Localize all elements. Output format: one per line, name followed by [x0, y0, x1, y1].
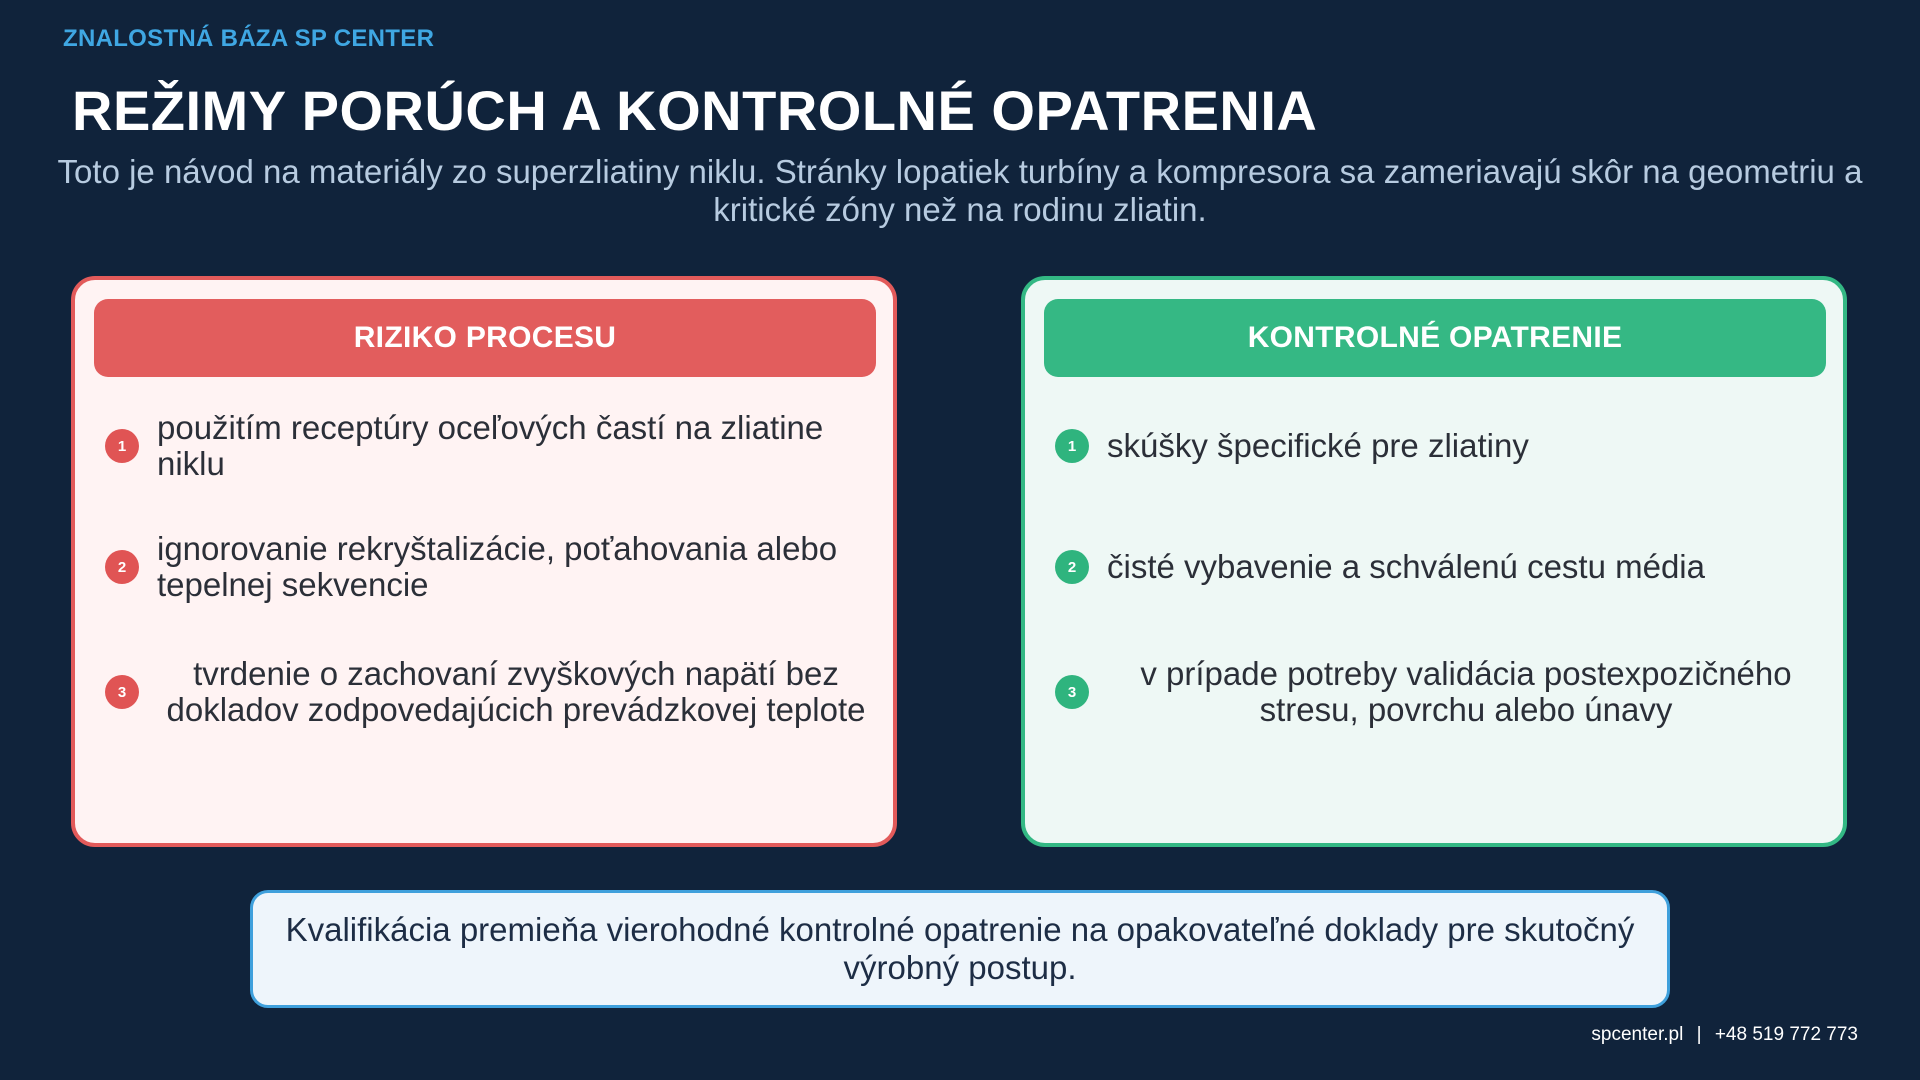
footer-separator: | — [1696, 1024, 1702, 1045]
number-badge: 2 — [105, 550, 139, 584]
number-badge: 1 — [105, 429, 139, 463]
control-item-text: skúšky špecifické pre zliatiny — [1107, 427, 1529, 464]
number-badge: 3 — [1055, 675, 1089, 709]
risk-item-text: tvrdenie o zachovaní zvyškových napätí bez dokladov zodpovedajúcich prevádzkovej teplote — [166, 655, 866, 728]
control-item-3 — [1055, 642, 1825, 742]
summary-text: Kvalifikácia premieňa vierohodné kontrolné opatrenie na opakovateľné doklady pre skutočný výrobný postup. — [285, 911, 1635, 986]
risk-item-2 — [105, 517, 875, 617]
footer-website: spcenter.pl — [1591, 1024, 1684, 1045]
risk-item-text: použitím receptúry oceľových častí na zliatine niklu — [157, 409, 824, 482]
control-item-text: čisté vybavenie a schválenú cestu média — [1107, 548, 1705, 585]
control-panel — [1021, 276, 1847, 847]
footer-contact — [1591, 1024, 1858, 1046]
risk-item-3 — [105, 642, 875, 742]
page-subtitle: Toto je návod na materiály zo superzliatiny niklu. Stránky lopatiek turbíny a kompresora sa zameriavajú skôr na geometriu a kritické zóny než na rodinu zliatin. — [57, 153, 1863, 228]
control-item-text: v prípade potreby validácia postexpozičného stresu, povrchu alebo únavy — [1140, 655, 1792, 728]
number-badge: 1 — [1055, 429, 1089, 463]
risk-panel-heading: RIZIKO PROCESU — [94, 299, 876, 377]
control-item-2 — [1055, 517, 1825, 617]
kicker-label: ZNALOSTNÁ BÁZA SP CENTER — [63, 25, 435, 52]
number-badge: 2 — [1055, 550, 1089, 584]
risk-panel — [71, 276, 897, 847]
number-badge: 3 — [105, 675, 139, 709]
risk-item-text: ignorovanie rekryštalizácie, poťahovania alebo tepelnej sekvencie — [157, 530, 838, 603]
control-panel-heading: KONTROLNÉ OPATRENIE — [1044, 299, 1826, 377]
footer-phone: +48 519 772 773 — [1714, 1024, 1858, 1045]
summary-callout — [250, 890, 1670, 1008]
page-title: REŽIMY PORÚCH A KONTROLNÉ OPATRENIA — [72, 79, 1318, 142]
risk-item-1 — [105, 396, 875, 496]
control-item-1 — [1055, 396, 1825, 496]
